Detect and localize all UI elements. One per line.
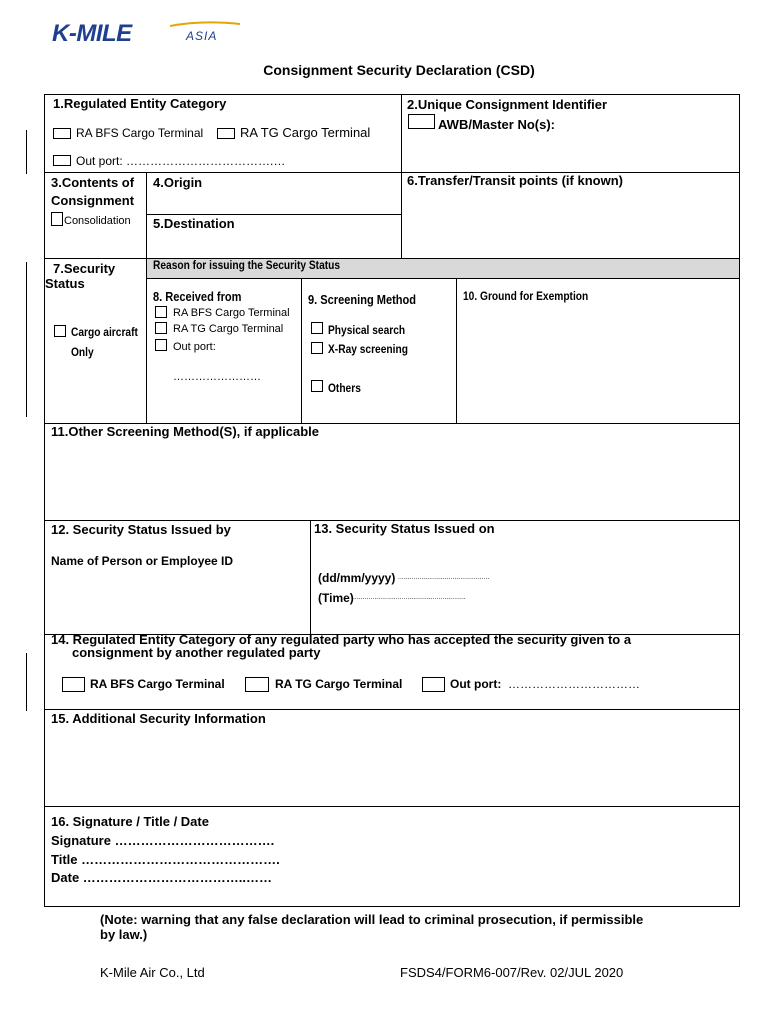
- s3-consolidation-label: Consolidation: [64, 215, 131, 227]
- s7-title-line2: Status: [45, 276, 85, 291]
- s10-title: 10. Ground for Exemption: [463, 289, 589, 303]
- logo-subtext: ASIA: [186, 29, 218, 43]
- s14-bfs-label: RA BFS Cargo Terminal: [90, 677, 225, 691]
- rule: [44, 172, 740, 173]
- s7-cargo-checkbox[interactable]: [54, 325, 66, 337]
- s15-title: 15. Additional Security Information: [51, 711, 266, 726]
- s8-outport-checkbox[interactable]: [155, 339, 167, 351]
- rule: [301, 278, 302, 423]
- s13-date-field[interactable]: ...............................................: [398, 574, 490, 581]
- s8-tg-checkbox[interactable]: [155, 322, 167, 334]
- rule: [401, 94, 402, 258]
- s7-cargo-label-line2: Only: [71, 345, 94, 359]
- s8-bfs-label: RA BFS Cargo Terminal: [173, 307, 290, 319]
- margin-bar: [26, 262, 27, 417]
- s16-title: 16. Signature / Title / Date: [51, 814, 209, 829]
- s14-outport-field[interactable]: ……………………………: [508, 677, 640, 691]
- rule: [146, 172, 147, 423]
- rule: [44, 709, 740, 710]
- margin-bar: [26, 653, 27, 711]
- s2-awb-checkbox[interactable]: [408, 114, 435, 129]
- s3-title-line2: Consignment: [51, 193, 135, 208]
- logo-text: K-MILE: [52, 20, 132, 47]
- s16-signature-field[interactable]: Signature ……………………………….: [51, 833, 275, 848]
- warning-note-line2: by law.): [100, 927, 148, 942]
- s14-outport-checkbox[interactable]: [422, 677, 445, 692]
- s8-title: 8. Received from: [153, 289, 242, 304]
- s16-title-field[interactable]: Title ……………………………………….: [51, 852, 280, 867]
- s6-title: 6.Transfer/Transit points (if known): [407, 173, 623, 188]
- s1-outport-field[interactable]: Out port: ……………………………….…: [76, 154, 286, 168]
- form-frame: [44, 94, 740, 907]
- s9-xray-label: X-Ray screening: [328, 342, 408, 356]
- s8-tg-label: RA TG Cargo Terminal: [173, 323, 284, 335]
- s11-title: 11.Other Screening Method(S), if applicable: [51, 424, 319, 439]
- rule: [146, 214, 401, 215]
- s2-awb-label: AWB/Master No(s):: [438, 117, 556, 132]
- s12-name-label: Name of Person or Employee ID: [51, 554, 234, 568]
- s3-consolidation-checkbox[interactable]: [51, 212, 63, 226]
- s14-title-line2: consignment by another regulated party: [72, 645, 321, 660]
- s2-title: 2.Unique Consignment Identifier: [407, 97, 608, 112]
- rule: [310, 520, 311, 634]
- s1-title: 1.Regulated Entity Category: [53, 96, 227, 111]
- s8-outport-label: Out port:: [173, 341, 216, 353]
- s12-title: 12. Security Status Issued by: [51, 522, 231, 537]
- s5-title: 5.Destination: [153, 216, 235, 231]
- s9-others-checkbox[interactable]: [311, 380, 323, 392]
- company-logo: [52, 20, 252, 48]
- s9-physical-checkbox[interactable]: [311, 322, 323, 334]
- s9-physical-label: Physical search: [328, 323, 406, 337]
- s1-outport-checkbox[interactable]: [53, 155, 71, 166]
- s13-time-field[interactable]: ...........................................................: [351, 594, 466, 601]
- s1-bfs-checkbox[interactable]: [53, 128, 71, 139]
- s14-tg-checkbox[interactable]: [245, 677, 269, 692]
- s14-title-line1: 14. Regulated Entity Category of any regulated party who has accepted the security given to a: [51, 632, 632, 647]
- s8-outport-field[interactable]: ……………………: [173, 371, 261, 383]
- margin-bar: [26, 130, 27, 174]
- s14-tg-label: RA TG Cargo Terminal: [275, 677, 403, 691]
- s8-bfs-checkbox[interactable]: [155, 306, 167, 318]
- s1-tg-label: RA TG Cargo Terminal: [240, 125, 371, 140]
- footer-company: K-Mile Air Co., Ltd: [100, 965, 205, 980]
- s13-date-label: (dd/mm/yyyy): [318, 571, 396, 585]
- warning-note-line1: (Note: warning that any false declaration will lead to criminal prosecution, if permissible: [100, 912, 644, 927]
- s9-title: 9. Screening Method: [308, 292, 417, 307]
- s13-title: 13. Security Status Issued on: [314, 521, 495, 536]
- reason-header-label: Reason for issuing the Security Status: [153, 258, 341, 272]
- s1-tg-checkbox[interactable]: [217, 128, 235, 139]
- s4-title: 4.Origin: [153, 175, 203, 190]
- s9-xray-checkbox[interactable]: [311, 342, 323, 354]
- s13-time-label: (Time): [318, 591, 354, 605]
- s9-others-label: Others: [328, 381, 361, 395]
- document-title: Consignment Security Declaration (CSD): [263, 62, 535, 78]
- rule: [146, 278, 740, 279]
- s14-bfs-checkbox[interactable]: [62, 677, 85, 692]
- s14-outport-label: Out port:: [450, 677, 502, 691]
- rule: [44, 806, 740, 807]
- footer-form-code: FSDS4/FORM6-007/Rev. 02/JUL 2020: [400, 965, 624, 980]
- s1-bfs-label: RA BFS Cargo Terminal: [76, 126, 204, 140]
- rule: [456, 278, 457, 423]
- s3-title-line1: 3.Contents of: [51, 175, 135, 190]
- s7-title-line1: 7.Security: [53, 261, 116, 276]
- s16-date-field[interactable]: Date ………………………………..……: [51, 870, 273, 885]
- s7-cargo-label-line1: Cargo aircraft: [71, 325, 138, 339]
